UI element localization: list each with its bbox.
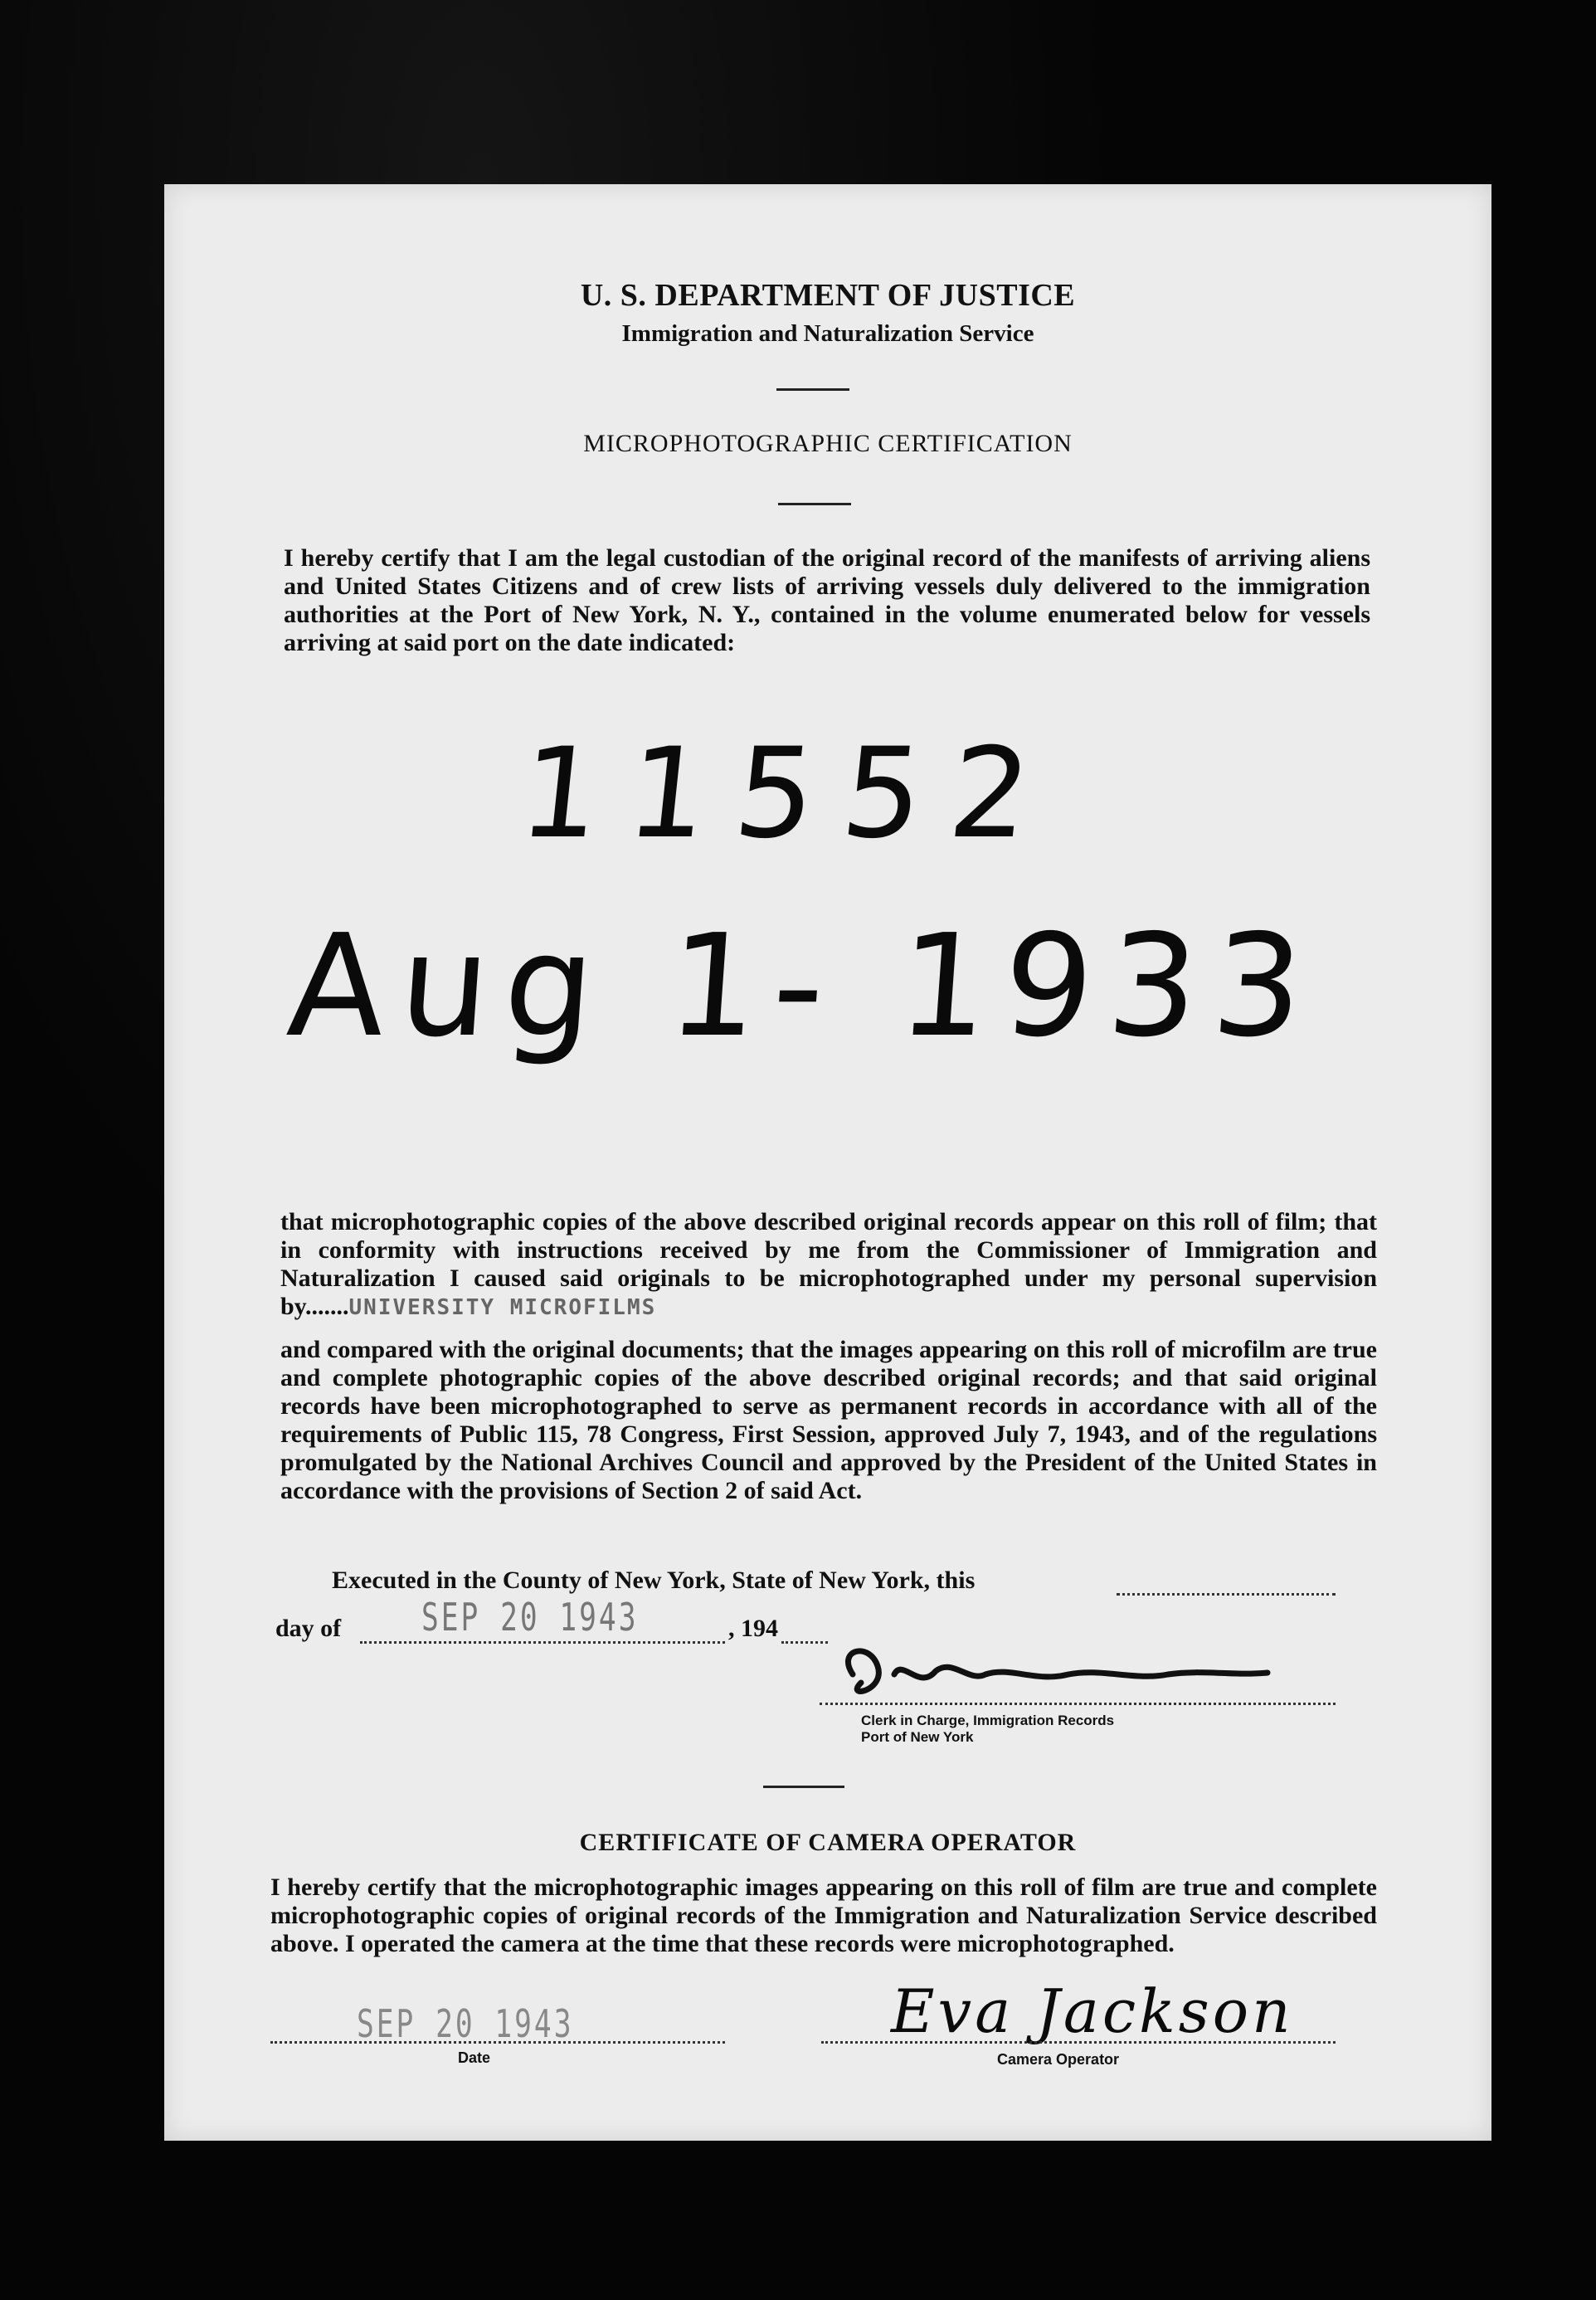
certification-title: MICROPHOTOGRAPHIC CERTIFICATION	[583, 430, 1073, 457]
department-heading: U. S. DEPARTMENT OF JUSTICE	[580, 278, 1076, 313]
day-of-blank	[360, 1641, 725, 1644]
executed-day-blank	[1117, 1593, 1336, 1596]
date-line	[270, 2041, 725, 2044]
executed-statement: Executed in the County of New York, State of New York, this	[332, 1567, 976, 1594]
title-divider	[778, 503, 851, 505]
operator-date-stamp: SEP 20 1943	[357, 2001, 574, 2046]
clerk-signature-line	[820, 1703, 1336, 1705]
operator-signature: Eva Jackson	[891, 1976, 1294, 2046]
handwritten-volume-number: 11552	[513, 722, 1066, 866]
certification-body-part1	[280, 1208, 1377, 1322]
clerk-title-line2: Port of New York	[861, 1729, 974, 1745]
certification-body-text-1: that microphotographic copies of the above described original records appear on this roll of film; that in conformity with instructions received by me from the Commissioner of Immigration and Naturalization I caused said originals to be microphotographed under my personal supervision by	[280, 1208, 1377, 1320]
contractor-stamp: UNIVERSITY MICROFILMS	[348, 1295, 657, 1320]
year-prefix-value: 194	[741, 1615, 778, 1642]
dotted-fill: .......	[305, 1293, 349, 1320]
header-divider	[776, 388, 849, 391]
certificate-page	[164, 184, 1491, 2141]
operator-label: Camera Operator	[997, 2051, 1120, 2068]
camera-operator-text: I hereby certify that the microphotographic images appearing on this roll of film are true and complete microphotographic copies of original records of the Immigration and Naturalization Service described above. I operated the camera at the time that these records were microphotographed.	[270, 1874, 1377, 1957]
day-of-label: day of	[275, 1615, 342, 1642]
certification-intro: I hereby certify that I am the legal custodian of the original record of the manifests of arriving aliens and United States Citizens and of crew lists of arriving vessels duly delivered to the immigration authorities at the Port of New York, N. Y., contained in the volume enumerated below for vessels arriving at said port on the date indicated:	[284, 544, 1370, 656]
section-divider	[763, 1786, 844, 1788]
certification-body-part2: and compared with the original documents; that the images appearing on this roll of microfilm are true and complete photographic copies of the above described original records; and that said original records have been microphotographed to serve as permanent records in accordance with all of the requirements of Public 115, 78 Congress, First Session, approved July 7, 1943, and of the regulations promulgated by the National Archives Council and approved by the President of the United States in accordance with the provisions of Section 2 of said Act.	[280, 1336, 1377, 1504]
clerk-title-line1: Clerk in Charge, Immigration Records	[861, 1713, 1115, 1728]
date-label: Date	[458, 2049, 491, 2066]
year-prefix: , 194	[728, 1615, 778, 1642]
clerk-title	[861, 1713, 1114, 1746]
handwritten-volume-date: Aug 1- 1933	[283, 904, 1324, 1069]
service-subheading: Immigration and Naturalization Service	[621, 320, 1034, 347]
camera-operator-title: CERTIFICATE OF CAMERA OPERATOR	[579, 1829, 1077, 1856]
day-date-stamp: SEP 20 1943	[421, 1595, 639, 1640]
operator-signature-line	[821, 2041, 1336, 2044]
